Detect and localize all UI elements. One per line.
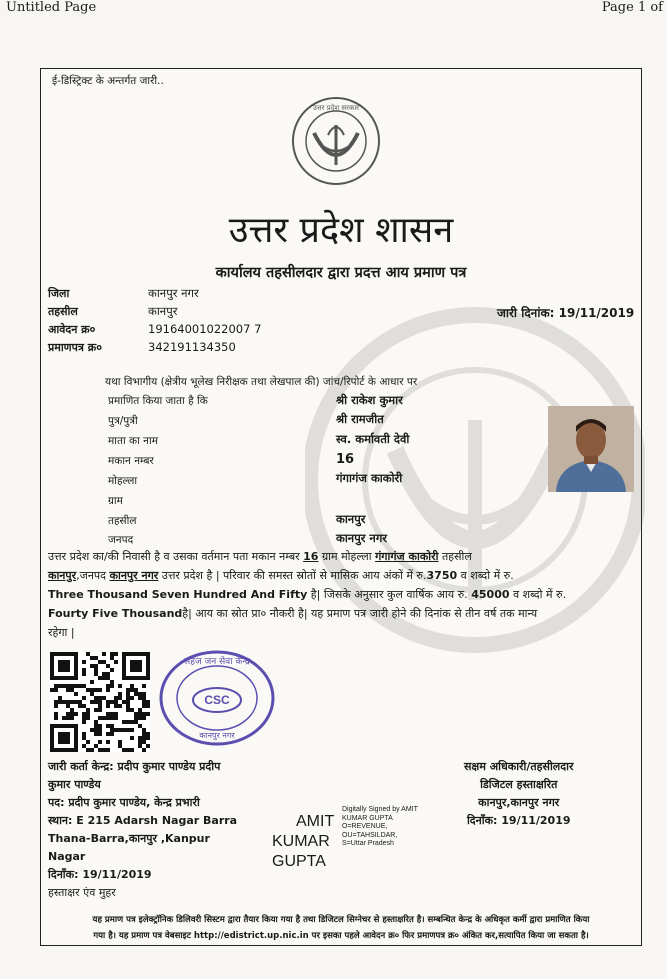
issuer-line: Nagar — [48, 850, 86, 863]
header-note: ई-डिस्ट्रिक्ट के अन्तर्गत जारी.. — [52, 75, 164, 87]
stamp-center-text: CSC — [204, 693, 230, 707]
detail-label: मोहल्ला — [108, 475, 138, 487]
tehsil-label: तहसील — [48, 305, 78, 318]
body-text: रहेगा | — [48, 626, 75, 639]
signature-detail: S=Uttar Pradesh — [342, 840, 394, 847]
district-value: कानपुर नगर — [148, 286, 199, 300]
detail-label: मकान नम्बर — [108, 455, 154, 467]
detail-value-mother: स्व. कर्मावती देवी — [336, 432, 410, 446]
detail-value-house: 16 — [336, 452, 355, 467]
body-text: उत्तर प्रदेश का/की निवासी है व उसका वर्तमान पता मकान नम्बर — [48, 550, 300, 563]
body-text: ,जनपद — [76, 569, 107, 582]
footer-line: यह प्रमाण पत्र इलेक्ट्रॉनिक डिलिवरी सिस्टम द्वारा तैयार किया गया है तथा डिजिटल सिग्नेचर से हस्ताक्षरित है। सम्बन्धित केन्द्र के अधिकृत कर्मी द्वारा प्रमाणित किया — [92, 915, 590, 925]
detail-value-district: कानपुर नगर — [336, 531, 387, 545]
intro-text: यथा विभागीय (क्षेत्रीय भूलेख निरीक्षक तथा लेखपाल की) जांच/रिपोर्ट के आधार पर — [105, 376, 418, 388]
detail-label: पुत्र/पुत्री — [108, 415, 138, 427]
certificate-title: कार्यालय तहसीलदार द्वारा प्रदत्त आय प्रमाण पत्र — [215, 265, 467, 281]
signer-name: AMIT — [296, 813, 335, 830]
residence-paragraph — [48, 547, 634, 642]
signature-detail: Digitally Signed by AMIT — [342, 806, 418, 813]
issuer-block — [48, 758, 237, 902]
detail-label: ग्राम — [108, 495, 123, 507]
body-monthly-income: 3750 — [426, 569, 458, 582]
government-title: उत्तर प्रदेश शासन — [228, 210, 454, 251]
stamp-outer-text: सहज जन सेवा केन्द्र — [184, 657, 250, 667]
signature-detail: OU=TAHSILDAR, — [342, 831, 398, 839]
body-annual-income-words: Fourty Five Thousand — [48, 607, 183, 620]
issuer-line: पद: प्रदीप कुमार पाण्डेय, केन्द्र प्रभारी — [48, 796, 200, 809]
detail-label: प्रमाणित किया जाता है कि — [108, 395, 208, 407]
body-text: व शब्दो में रु. — [460, 569, 514, 582]
detail-label: जनपद — [108, 534, 134, 546]
signature-detail: KUMAR GUPTA — [342, 814, 393, 822]
detail-value-name: श्री राकेश कुमार — [336, 393, 403, 407]
body-tehsil: कानपुर — [48, 569, 77, 582]
detail-label: तहसील — [108, 515, 137, 527]
detail-value-mohalla: गंगागंज काकोरी — [336, 471, 403, 485]
authority-date: दिनाँक: 19/11/2019 — [466, 814, 571, 827]
signature-detail: O=REVENUE, — [342, 823, 388, 830]
qr-code — [50, 652, 150, 752]
body-text: है| जिसके अनुसार कुल वार्षिक आय रु. — [310, 588, 468, 601]
district-label: जिला — [48, 287, 70, 300]
certificate-number-label: प्रमाणपत्र क्र० — [48, 341, 102, 354]
body-house-number: 16 — [303, 550, 319, 563]
certificate-number: 342191134350 — [148, 340, 236, 354]
issuer-line: Thana-Barra,कानपुर ,Kanpur — [48, 832, 210, 845]
tehsil-value: कानपुर — [148, 304, 178, 318]
emblem-text: उत्तर प्रदेश सरकार — [312, 104, 360, 112]
issuer-line: जारी कर्ता केन्द्र: प्रदीप कुमार पाण्डेय प्रदीप — [48, 760, 221, 773]
issuer-sign-label: हस्ताक्षर एंव मुहर — [48, 886, 116, 899]
signer-name: GUPTA — [272, 853, 326, 870]
digital-signature-details — [342, 806, 418, 849]
print-page-title: Untitled Page — [6, 0, 97, 15]
signer-name: KUMAR — [272, 833, 330, 850]
digital-signature-name — [272, 812, 334, 872]
body-district: कानपुर नगर — [109, 569, 159, 582]
stamp-bottom-text: कानपुर नगर — [199, 731, 235, 740]
print-page-number: Page 1 of — [601, 0, 663, 15]
body-text: ग्राम मोहल्ला — [321, 550, 372, 563]
csc-stamp — [157, 648, 277, 748]
authority-block — [464, 758, 573, 830]
body-text: व शब्दो में रु. — [513, 588, 567, 601]
footer-line: गया है। यह प्रमाण पत्र वेबसाइट http://edistrict.up.nic.in पर इसका पहले आवेदन क्र० फिर प्रमाणपत्र क्र० अंकित कर,सत्यापित किया जा सकता है। — [93, 931, 589, 941]
issuer-date: दिनाँक: 19/11/2019 — [48, 868, 152, 881]
body-monthly-income-words: Three Thousand Seven Hundred And Fifty — [48, 588, 308, 601]
body-text: उत्तर प्रदेश है | परिवार की समस्त स्रोतों से मासिक आय अंकों में रु. — [161, 569, 427, 582]
detail-label: माता का नाम — [108, 435, 158, 447]
application-number: 19164001022007 7 — [148, 322, 262, 336]
certificate-footer — [48, 912, 634, 944]
applicant-photo — [548, 406, 634, 492]
body-text: तहसील — [441, 550, 472, 563]
authority-line: डिजिटल हस्ताक्षरित — [480, 778, 558, 791]
body-text: है| आय का स्रोत प्रा० नौकरी है| यह प्रमाण पत्र जारी होने की दिनांक से तीन वर्ष तक मान्य — [182, 607, 538, 620]
issue-date: जारी दिनांक: 19/11/2019 — [497, 306, 635, 320]
application-label: आवेदन क्र० — [48, 323, 96, 336]
body-annual-income: 45000 — [471, 588, 510, 601]
issuer-line: स्थान: E 215 Adarsh Nagar Barra — [48, 814, 238, 827]
detail-value-tehsil: कानपुर — [336, 512, 366, 526]
body-mohalla: गंगागंज काकोरी — [375, 550, 439, 563]
detail-value-father: श्री रामजीत — [336, 412, 384, 426]
authority-line: कानपुर,कानपुर नगर — [478, 796, 560, 809]
issuer-line: कुमार पाण्डेय — [48, 778, 101, 791]
authority-line: सक्षम अधिकारी/तहसीलदार — [464, 760, 574, 773]
